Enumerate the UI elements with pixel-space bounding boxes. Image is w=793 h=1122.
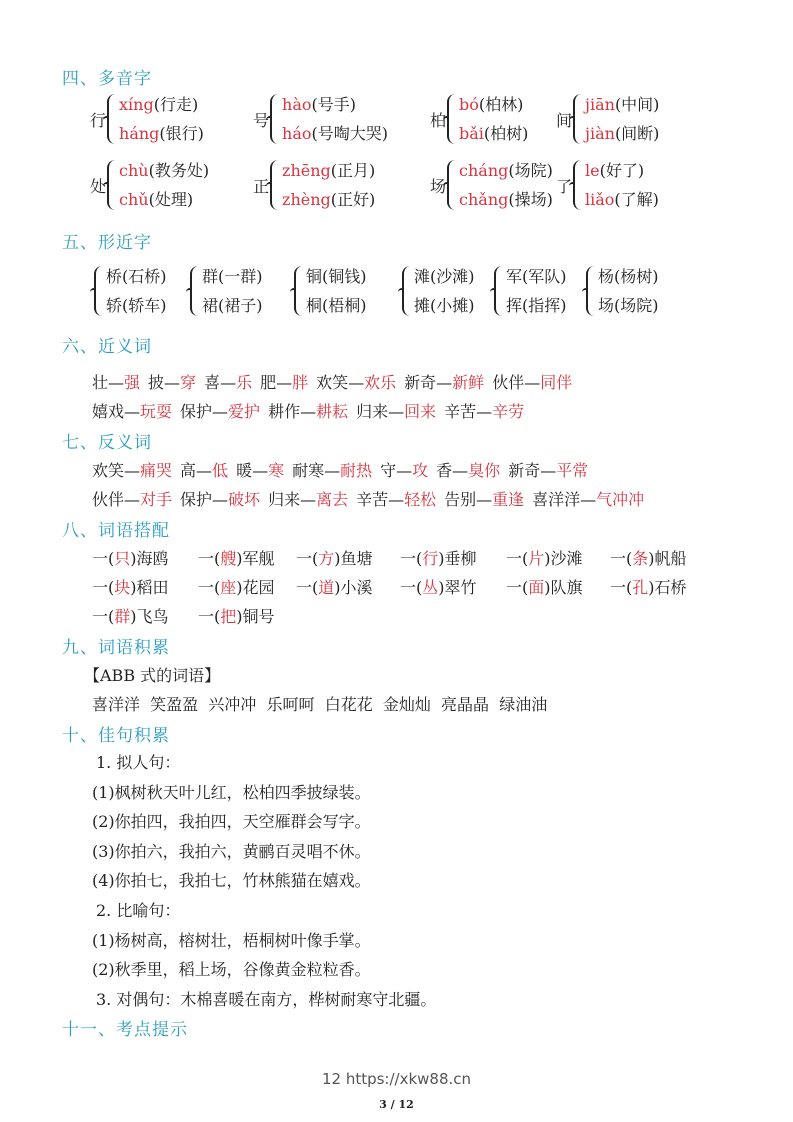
close-paren: ): [648, 549, 655, 568]
pinyin: jiàn: [585, 124, 615, 143]
noun: 铜号: [242, 607, 275, 626]
pinyin: cháng: [459, 161, 509, 180]
pinyin: chǔ: [119, 190, 149, 209]
collocation: [198, 546, 275, 569]
pinyin: háo: [282, 124, 312, 143]
brace-icon: [573, 160, 583, 210]
word-pair: [92, 461, 172, 480]
word-pair: [316, 373, 396, 392]
word: 辛苦—: [356, 490, 405, 509]
polyphone-char: 号: [253, 110, 270, 130]
pinyin-entry: [282, 90, 388, 119]
polyphone-char: 正: [253, 176, 270, 196]
pinyin-entry: [585, 156, 659, 185]
collocation: [92, 575, 169, 598]
sentence-line: (1)杨树高，榕树壮，梧桐树叶像手掌。: [92, 930, 371, 950]
brace-icon: [402, 266, 412, 316]
measure-word: 片: [528, 549, 545, 568]
prefix: 一(: [92, 607, 115, 626]
close-paren: ): [438, 578, 445, 597]
word-pair: [532, 490, 644, 509]
similar-char-group: [294, 262, 367, 320]
word-pair: [260, 373, 308, 392]
collocation: [506, 575, 583, 598]
section-heading-word-accumulation: 九、词语积累: [62, 638, 170, 658]
answer-word: 耕耘: [316, 402, 349, 421]
pinyin-entry: [585, 185, 659, 214]
example-word: (号啕大哭): [311, 124, 388, 143]
close-paren: ): [236, 607, 243, 626]
measure-word: 群: [114, 607, 131, 626]
measure-word: 条: [632, 549, 649, 568]
noun: 垂柳: [444, 549, 477, 568]
word-pair: [436, 461, 500, 480]
answer-word: 气冲冲: [596, 490, 645, 509]
sentence-line: (1)枫树秋天叶儿红，松柏四季披绿装。: [92, 782, 371, 802]
collocation: [198, 604, 275, 627]
similar-char: 杨(杨树): [598, 267, 659, 286]
word: 肥—: [260, 373, 293, 392]
example-word: (场院): [508, 161, 553, 180]
section-heading-polyphones: 四、多音字: [62, 69, 152, 89]
sentence-line: 2. 比喻句：: [96, 901, 181, 920]
pinyin-entry: [119, 90, 204, 119]
pinyin-entry: [119, 119, 204, 148]
similar-char: 军(军队): [506, 267, 567, 286]
example-word: (号手): [311, 95, 356, 114]
noun: 军舰: [242, 549, 275, 568]
sentence-line: (2)你拍四，我拍四，天空雁群会写字。: [92, 812, 371, 832]
abb-words: 喜洋洋 笑盈盈 兴冲冲 乐呵呵 白花花 金灿灿 亮晶晶 绿油油: [92, 695, 548, 714]
close-paren: ): [130, 549, 137, 568]
similar-char: 轿(轿车): [106, 296, 167, 315]
collocation: [92, 604, 169, 627]
section-heading-similar-chars: 五、形近字: [62, 233, 152, 253]
sentence-line: (3)你拍六，我拍六，黄鹂百灵唱不休。: [92, 841, 371, 861]
close-paren: ): [236, 578, 243, 597]
word: 守—: [380, 461, 413, 480]
pinyin: xíng: [119, 95, 154, 114]
noun: 队旗: [550, 578, 583, 597]
abb-subtitle: 【ABB 式的词语】: [84, 666, 221, 685]
similar-char: 挥(指挥): [506, 296, 567, 315]
prefix: 一(: [296, 578, 319, 597]
word-pair: [508, 461, 588, 480]
pinyin: chù: [119, 161, 149, 180]
measure-word: 把: [220, 607, 237, 626]
answer-word: 重逢: [492, 490, 525, 509]
word-pair: [404, 373, 484, 392]
close-paren: ): [130, 607, 137, 626]
polyphone-char: 间: [556, 110, 573, 130]
answer-word: 平常: [556, 461, 589, 480]
collocation: [198, 575, 275, 598]
answer-word: 轻松: [404, 490, 437, 509]
pinyin: liǎo: [585, 190, 615, 209]
brace-icon: [294, 266, 304, 316]
antonym-row: [92, 458, 596, 481]
answer-word: 新鲜: [452, 373, 485, 392]
prefix: 一(: [198, 607, 221, 626]
polyphone-group: [430, 156, 553, 214]
polyphone-group: [253, 90, 388, 148]
answer-word: 回来: [404, 402, 437, 421]
close-paren: ): [334, 578, 341, 597]
similar-char: 裙(裙子): [202, 296, 263, 315]
watermark: 12 https://xkw88.cn: [321, 1070, 472, 1088]
pinyin: háng: [119, 124, 160, 143]
polyphone-char: 了: [556, 176, 573, 196]
measure-word: 座: [220, 578, 237, 597]
answer-word: 破坏: [228, 490, 261, 509]
collocation: [610, 546, 687, 569]
measure-word: 面: [528, 578, 545, 597]
measure-word: 艘: [220, 549, 237, 568]
similar-char-group: [94, 262, 167, 320]
brace-icon: [270, 160, 280, 210]
measure-word: 孔: [632, 578, 649, 597]
measure-word: 块: [114, 578, 131, 597]
example-word: (正好): [330, 190, 376, 209]
word-pair: [92, 373, 140, 392]
pinyin-entry: [459, 185, 553, 214]
word: 辛苦—: [444, 402, 493, 421]
answer-word: 强: [124, 373, 141, 392]
example-word: (了解): [614, 190, 659, 209]
close-paren: ): [648, 578, 655, 597]
noun: 小溪: [340, 578, 373, 597]
answer-word: 胖: [292, 373, 309, 392]
prefix: 一(: [610, 578, 633, 597]
measure-word: 只: [114, 549, 131, 568]
synonym-row: [92, 370, 580, 393]
pinyin: bǎi: [459, 124, 484, 143]
word-pair: [444, 490, 524, 509]
word-pair: [148, 373, 196, 392]
collocation: [296, 546, 373, 569]
measure-word: 丛: [422, 578, 439, 597]
collocation: [92, 546, 169, 569]
noun: 鱼塘: [340, 549, 373, 568]
word: 欢笑—: [92, 461, 141, 480]
similar-char: 摊(小摊): [414, 296, 475, 315]
similar-char-group: [586, 262, 659, 320]
sentence-line: 1. 拟人句：: [96, 753, 181, 772]
word-pair: [444, 402, 524, 421]
word: 喜洋洋—: [532, 490, 597, 509]
word-pair: [356, 490, 436, 509]
prefix: 一(: [506, 578, 529, 597]
answer-word: 欢乐: [364, 373, 397, 392]
answer-word: 耐热: [340, 461, 373, 480]
similar-char-group: [190, 262, 263, 320]
example-word: (中间): [614, 95, 660, 114]
noun: 稻田: [136, 578, 169, 597]
brace-icon: [447, 160, 457, 210]
section-heading-exam-tips: 十一、考点提示: [62, 1020, 188, 1040]
pinyin-entry: [459, 156, 553, 185]
example-word: (处理): [148, 190, 194, 209]
pinyin: le: [585, 161, 600, 180]
measure-word: 道: [318, 578, 335, 597]
brace-icon: [107, 160, 117, 210]
close-paren: ): [544, 549, 551, 568]
collocation: [506, 546, 583, 569]
prefix: 一(: [296, 549, 319, 568]
polyphone-char: 处: [90, 176, 107, 196]
sentence-line: (4)你拍七，我拍七，竹林熊猫在嬉戏。: [92, 871, 371, 891]
word: 保护—: [180, 490, 229, 509]
example-word: (柏树): [483, 124, 529, 143]
synonym-row: [92, 399, 532, 422]
noun: 花园: [242, 578, 275, 597]
page-number: 3 / 12: [379, 1098, 414, 1111]
word: 伙伴—: [92, 490, 141, 509]
prefix: 一(: [198, 578, 221, 597]
sentence-line: (2)秋季里，稻上场，谷像黄金粒粒香。: [92, 960, 371, 980]
answer-word: 寒: [268, 461, 285, 480]
word: 披—: [148, 373, 181, 392]
word: 保护—: [180, 402, 229, 421]
answer-word: 低: [212, 461, 229, 480]
measure-word: 行: [422, 549, 439, 568]
section-heading-collocations: 八、词语搭配: [62, 521, 170, 541]
example-word: (教务处): [148, 161, 210, 180]
antonym-row: [92, 487, 652, 510]
pinyin-entry: [119, 185, 209, 214]
section-heading-synonyms: 六、近义词: [62, 337, 152, 357]
word: 壮—: [92, 373, 125, 392]
pinyin: bó: [459, 95, 479, 114]
word: 伙伴—: [492, 373, 541, 392]
answer-word: 乐: [236, 373, 253, 392]
word: 耐寒—: [292, 461, 341, 480]
polyphone-group: [430, 90, 528, 148]
pinyin: hào: [282, 95, 312, 114]
word-pair: [180, 402, 260, 421]
polyphone-group: [556, 156, 659, 214]
word: 暖—: [236, 461, 269, 480]
example-word: (操场): [508, 190, 553, 209]
answer-word: 辛劳: [492, 402, 525, 421]
similar-char: 桥(石桥): [106, 267, 167, 286]
similar-char: 滩(沙滩): [414, 267, 475, 286]
similar-char-group: [494, 262, 567, 320]
pinyin: chǎng: [459, 190, 509, 209]
brace-icon: [94, 266, 104, 316]
polyphone-char: 柏: [430, 110, 447, 130]
word-pair: [236, 461, 284, 480]
example-word: (正月): [330, 161, 376, 180]
word: 欢笑—: [316, 373, 365, 392]
prefix: 一(: [92, 549, 115, 568]
example-word: (间断): [614, 124, 660, 143]
similar-char: 场(场院): [598, 296, 659, 315]
collocation: [400, 546, 477, 569]
noun: 飞鸟: [136, 607, 169, 626]
noun: 沙滩: [550, 549, 583, 568]
polyphone-group: [90, 156, 209, 214]
polyphone-char: 场: [430, 176, 447, 196]
example-word: (好了): [599, 161, 645, 180]
answer-word: 同伴: [540, 373, 573, 392]
polyphone-group: [90, 90, 204, 148]
sentence-line: 3. 对偶句：木棉喜暖在南方，桦树耐寒守北疆。: [96, 989, 437, 1009]
close-paren: ): [438, 549, 445, 568]
word: 归来—: [356, 402, 405, 421]
section-heading-good-sentences: 十、佳句积累: [62, 726, 170, 746]
polyphone-group: [556, 90, 659, 148]
prefix: 一(: [506, 549, 529, 568]
prefix: 一(: [198, 549, 221, 568]
close-paren: ): [130, 578, 137, 597]
brace-icon: [107, 94, 117, 144]
word-pair: [268, 402, 348, 421]
close-paren: ): [544, 578, 551, 597]
example-word: (银行): [159, 124, 204, 143]
pinyin-entry: [459, 90, 528, 119]
answer-word: 玩耍: [140, 402, 173, 421]
pinyin-entry: [282, 119, 388, 148]
pinyin: zhēng: [282, 161, 331, 180]
word-pair: [204, 373, 252, 392]
noun: 翠竹: [444, 578, 477, 597]
prefix: 一(: [92, 578, 115, 597]
noun: 帆船: [654, 549, 687, 568]
word-pair: [356, 402, 436, 421]
word: 告别—: [444, 490, 493, 509]
word: 嬉戏—: [92, 402, 141, 421]
answer-word: 爱护: [228, 402, 261, 421]
pinyin-entry: [459, 119, 528, 148]
word-pair: [492, 373, 572, 392]
word: 归来—: [268, 490, 317, 509]
polyphone-char: 行: [90, 110, 107, 130]
collocation: [400, 575, 477, 598]
word: 耕作—: [268, 402, 317, 421]
word: 香—: [436, 461, 469, 480]
word-pair: [380, 461, 428, 480]
word-pair: [268, 490, 348, 509]
example-word: (柏林): [478, 95, 524, 114]
word-pair: [180, 461, 228, 480]
similar-char: 群(一群): [202, 267, 263, 286]
word-pair: [180, 490, 260, 509]
close-paren: ): [334, 549, 341, 568]
word-pair: [92, 490, 172, 509]
pinyin-entry: [585, 90, 659, 119]
pinyin: zhèng: [282, 190, 331, 209]
prefix: 一(: [400, 549, 423, 568]
pinyin-entry: [282, 156, 375, 185]
measure-word: 方: [318, 549, 335, 568]
brace-icon: [447, 94, 457, 144]
word: 新奇—: [404, 373, 453, 392]
polyphone-group: [253, 156, 375, 214]
brace-icon: [270, 94, 280, 144]
noun: 海鸥: [136, 549, 169, 568]
brace-icon: [494, 266, 504, 316]
word: 高—: [180, 461, 213, 480]
answer-word: 臭你: [468, 461, 501, 480]
pinyin-entry: [282, 185, 375, 214]
similar-char: 桐(梧桐): [306, 296, 367, 315]
collocation: [610, 575, 687, 598]
answer-word: 痛哭: [140, 461, 173, 480]
similar-char-group: [402, 262, 475, 320]
answer-word: 离去: [316, 490, 349, 509]
answer-word: 攻: [412, 461, 429, 480]
pinyin-entry: [585, 119, 659, 148]
section-heading-antonyms: 七、反义词: [62, 433, 152, 453]
brace-icon: [573, 94, 583, 144]
brace-icon: [586, 266, 596, 316]
answer-word: 对手: [140, 490, 173, 509]
pinyin-entry: [119, 156, 209, 185]
word-pair: [292, 461, 372, 480]
example-word: (行走): [153, 95, 199, 114]
brace-icon: [190, 266, 200, 316]
noun: 石桥: [654, 578, 687, 597]
prefix: 一(: [610, 549, 633, 568]
word: 喜—: [204, 373, 237, 392]
answer-word: 穿: [180, 373, 197, 392]
word: 新奇—: [508, 461, 557, 480]
word-pair: [92, 402, 172, 421]
pinyin: jiān: [585, 95, 615, 114]
prefix: 一(: [400, 578, 423, 597]
close-paren: ): [236, 549, 243, 568]
similar-char: 铜(铜钱): [306, 267, 367, 286]
collocation: [296, 575, 373, 598]
